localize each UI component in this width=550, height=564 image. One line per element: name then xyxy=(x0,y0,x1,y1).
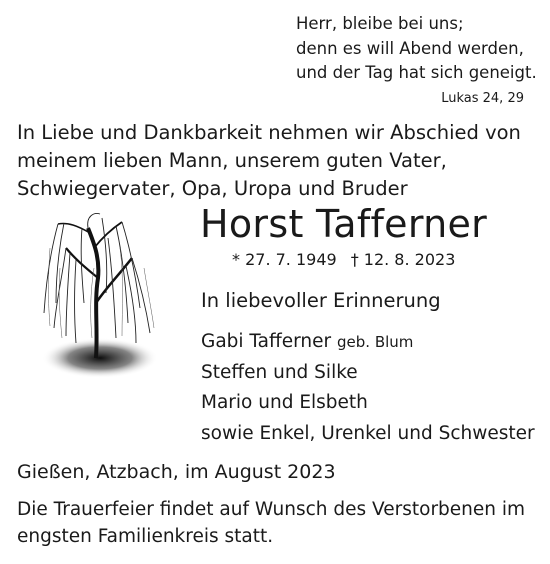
funeral-notice xyxy=(17,497,537,550)
mourner-steffen: Steffen und Silke xyxy=(201,361,358,383)
maiden-name: geb. Blum xyxy=(337,333,414,351)
intro-text xyxy=(17,119,537,203)
bible-verse xyxy=(296,12,536,86)
memory-heading: In liebevoller Erinnerung xyxy=(201,289,441,312)
intro-line-1: In Liebe und Dankbarkeit nehmen wir Abschied von xyxy=(17,121,521,144)
verse-line-2: denn es will Abend werden, xyxy=(296,38,524,58)
verse-reference: Lukas 24, 29 xyxy=(441,91,524,106)
intro-line-2: meinem lieben Mann, unserem guten Vater, xyxy=(17,149,447,172)
mourner-name: Gabi Tafferner xyxy=(201,331,332,352)
notice-line-1: Die Trauerfeier findet auf Wunsch des Verstorbenen im xyxy=(17,499,526,520)
verse-line-3: und der Tag hat sich geneigt. xyxy=(296,63,537,82)
intro-line-3: Schwiegervater, Opa, Uropa und Bruder xyxy=(17,177,408,200)
deceased-name: Horst Tafferner xyxy=(200,202,488,246)
notice-line-2: engsten Familienkreis statt. xyxy=(17,525,274,547)
mourner-family: sowie Enkel, Urenkel und Schwester xyxy=(201,422,535,444)
mourner-gabi xyxy=(201,327,535,358)
birth-date: * 27. 7. 1949 xyxy=(232,250,337,269)
weeping-willow-tree-icon xyxy=(36,208,164,380)
mourner-mario: Mario und Elsbeth xyxy=(201,392,368,413)
death-date: † 12. 8. 2023 xyxy=(350,250,456,269)
life-dates xyxy=(232,250,469,269)
mourners-list xyxy=(201,327,535,449)
place-date: Gießen, Atzbach, im August 2023 xyxy=(17,461,336,483)
verse-line-1: Herr, bleibe bei uns; xyxy=(296,14,464,33)
